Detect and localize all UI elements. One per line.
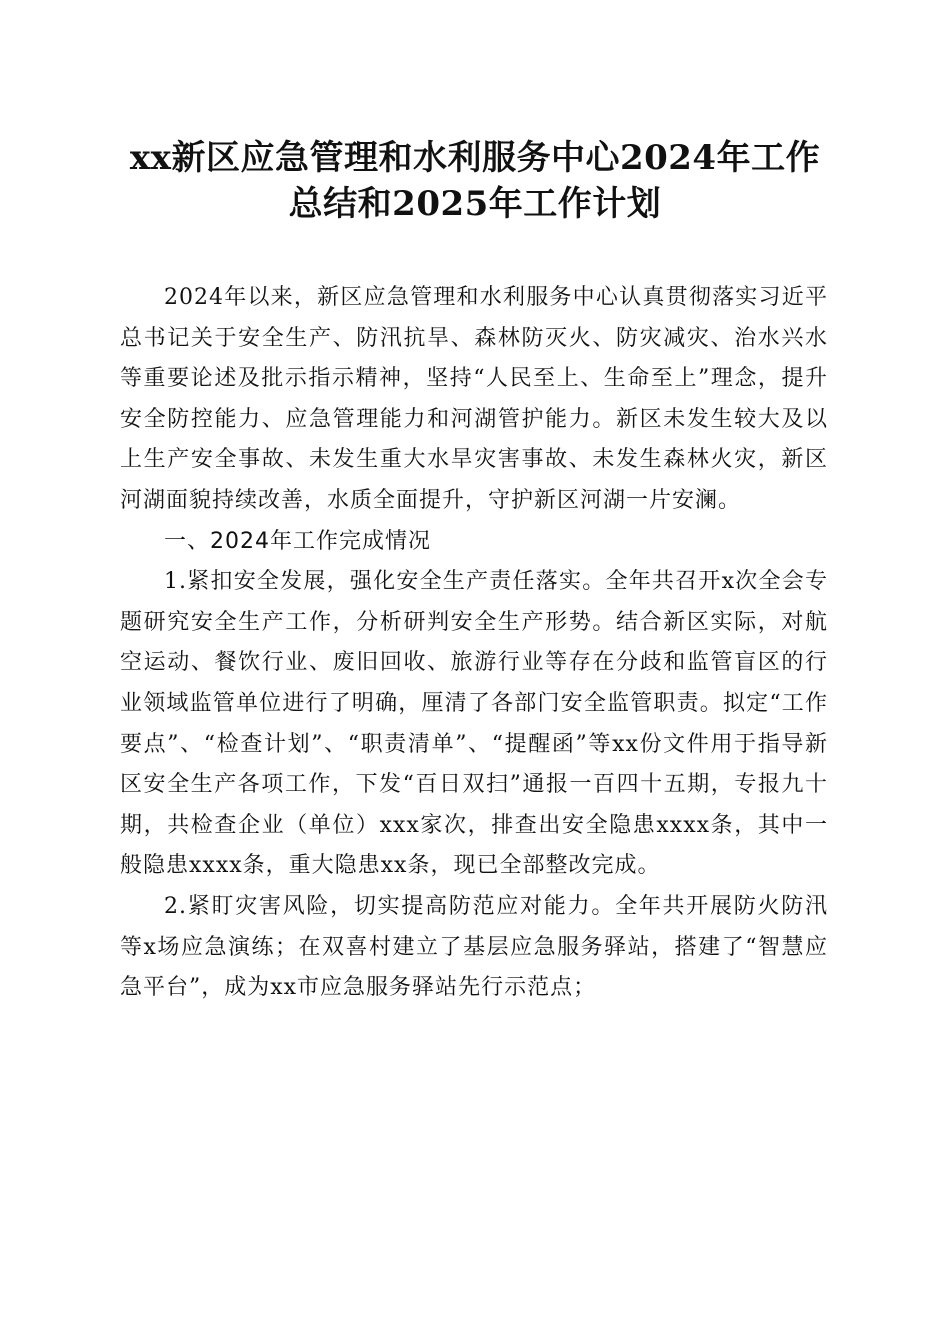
paragraph-item-2: 2.紧盯灾害风险，切实提高防范应对能力。全年共开展防火防汛等x场应急演练；在双喜村建立了基层应急服务驿站，搭建了“智慧应急平台”，成为xx市应急服务驿站先行示范点； xyxy=(120,893,828,1001)
title-line-2: 总结和2025年工作计划 xyxy=(288,184,662,224)
title-line-1: xx新区应急管理和水利服务中心2024年工作 xyxy=(129,138,821,178)
document-title xyxy=(110,135,840,227)
paragraph-item-1: 1.紧扣安全发展，强化安全生产责任落实。全年共召开x次全会专题研究安全生产工作，分析研判安全生产形势。结合新区实际，对航空运动、餐饮行业、废旧回收、旅游行业等存在分歧和监管盲区的行业领域监管单位进行了明确，厘清了各部门安全监管职责。拟定“工作要点”、“检查计划”、“职责清单”、“提醒函”等xx份文件用于指导新区安全生产各项工作，下发“百日双扫”通报一百四十五期，专报九十期，共检查企业（单位）xxx家次，排查出安全隐患xxxx条，其中一般隐患xxxx条，重大隐患xx条，现已全部整改完成。 xyxy=(120,569,828,879)
section-heading-1: 一、2024年工作完成情况 xyxy=(164,528,431,554)
document-body xyxy=(120,278,828,1009)
intro-paragraph: 2024年以来，新区应急管理和水利服务中心认真贯彻落实习近平总书记关于安全生产、防汛抗旱、森林防灭火、防灾减灾、治水兴水等重要论述及批示指示精神，坚持“人民至上、生命至上”理念，提升安全防控能力、应急管理能力和河湖管护能力。新区未发生较大及以上生产安全事故、未发生重大水旱灾害事故、未发生森林火灾，新区河湖面貌持续改善，水质全面提升，守护新区河湖一片安澜。 xyxy=(120,285,828,513)
